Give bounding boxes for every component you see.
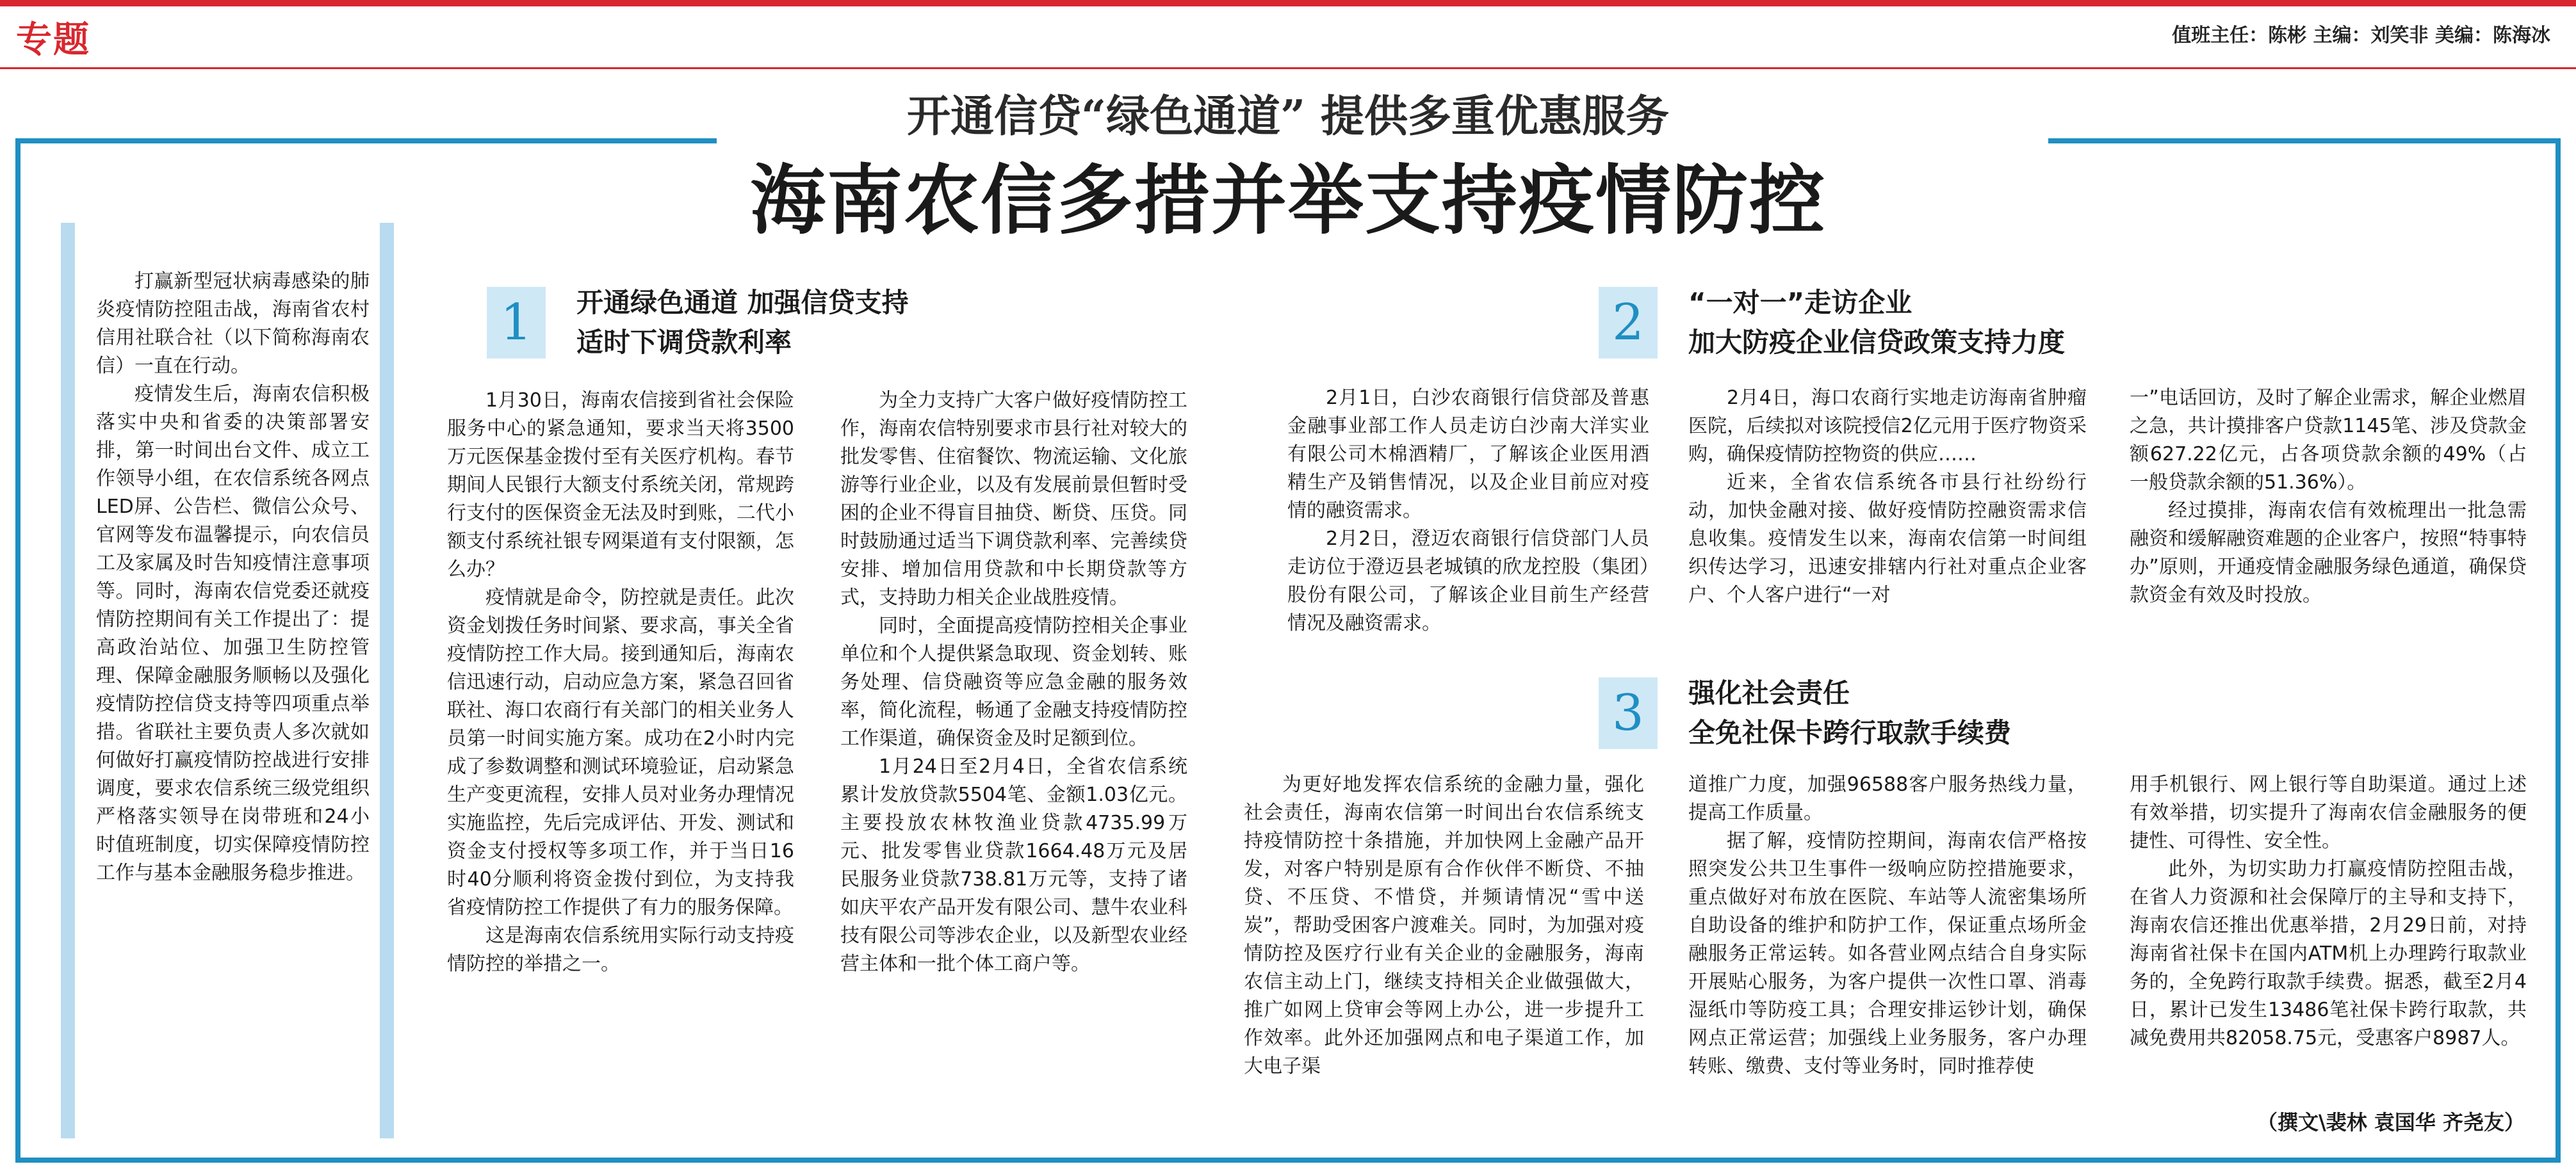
section-3-column-c	[2130, 771, 2527, 1053]
body-paragraph: 这是海南农信系统用实际行动支持疫情防控的举措之一。	[447, 925, 794, 975]
body-paragraph: 用手机银行、网上银行等自助渠道。通过上述有效举措，切实提升了海南农信金融服务的便捷性、可得性、安全性。	[2130, 773, 2527, 852]
body-paragraph: 经过摸排，海南农信有效梳理出一批急需融资和缓解融资难题的企业客户，按照“特事特办”原则，开通疫情金融服务绿色通道，确保贷款资金有效及时投放。	[2130, 499, 2527, 606]
body-paragraph: 道推广力度，加强96588客户服务热线力量，提高工作质量。	[1688, 773, 2087, 824]
section-number-3: 3	[1599, 677, 1658, 749]
section-heading-line: “一对一”走访企业	[1688, 287, 1912, 318]
section-1-column-a	[447, 387, 794, 978]
body-paragraph: 1月30日，海南农信接到省社会保险服务中心的紧急通知，要求当天将3500万元医保基金拨付至有关医疗机构。春节期间人民银行大额支付系统关闭，常规跨行支付的医保资金无法及时到账，二代小额支付系统社银专网渠道有支付限额，怎么办？	[447, 389, 794, 581]
lead-paragraph: 打赢新型冠状病毒感染的肺炎疫情防控阻击战，海南省农村信用社联合社（以下简称海南农信）一直在行动。	[96, 270, 370, 377]
section-heading-line: 加大防疫企业信贷政策支持力度	[1688, 327, 2066, 358]
header-divider	[0, 67, 2576, 69]
body-paragraph: 一”电话回访，及时了解企业需求，解企业燃眉之急，共计摸排客户贷款1145笔、涉及贷款金额627.22亿元，占各项贷款余额的49%（占一般贷款余额的51.36%）。	[2130, 387, 2527, 494]
section-heading-line: 开通绿色通道 加强信贷支持	[576, 287, 909, 318]
article-byline: （撰文\裴林 袁国华 齐尧友）	[2257, 1110, 2525, 1135]
article-subtitle: 开通信贷“绿色通道” 提供多重优惠服务	[907, 91, 1669, 142]
body-paragraph: 近来，全省农信系统各市县行社纷纷行动，加快金融对接、做好疫情防控融资需求信息收集。疫情发生以来，海南农信第一时间组织传达学习，迅速安排辖内行社对重点企业客户、个人客户进行“一对	[1688, 471, 2087, 606]
body-paragraph: 1月24日至2月4日，全省农信系统累计发放贷款5504笔、金额1.03亿元。主要投放农林牧渔业贷款4735.99万元、批发零售业贷款1664.48万元及居民服务业贷款738.81万元等，支持了诸如庆平农产品开发有限公司、慧牛农业科技有限公司等涉农企业，以及新型农业经营主体和一批个体工商户等。	[840, 755, 1187, 975]
section-2-heading	[1688, 283, 2065, 362]
body-paragraph: 疫情就是命令，防控就是责任。此次资金划拨任务时间紧、要求高，事关全省疫情防控工作大局。接到通知后，海南农信迅速行动，启动应急方案，紧急召回省联社、海口农商行有关部门的相关业务人员第一时间实施方案。成功在2小时内完成了参数调整和测试环境验证，启动紧急生产变更流程，安排人员对业务办理情况实施监控，先后完成评估、开发、测试和资金支付授权等多项工作，并于当日16时40分顺利将资金拨付到位，为支持我省疫情防控工作提供了有力的服务保障。	[447, 586, 794, 919]
article-headline: 海南农信多措并举支持疫情防控	[749, 156, 1826, 245]
body-paragraph: 2月1日，白沙农商银行信贷部及普惠金融事业部工作人员走访白沙南大洋实业有限公司木棉酒精厂，了解该企业医用酒精生产及销售情况，以及企业目前应对疫情的融资需求。	[1287, 387, 1649, 522]
section-3-heading	[1688, 674, 2011, 753]
section-number-2: 2	[1599, 287, 1658, 359]
body-paragraph: 为更好地发挥农信系统的金融力量，强化社会责任，海南农信第一时间出台农信系统支持疫情防控十条措施，并加快网上金融产品开发，对客户特别是原有合作伙伴不断贷、不抽贷、不压贷、不惜贷，并频请情况“雪中送炭”，帮助受困客户渡难关。同时，为加强对疫情防控及医疗行业有关企业的金融服务，海南农信主动上门，继续支持相关企业做强做大，推广如网上贷审会等网上办公，进一步提升工作效率。此外还加强网点和电子渠道工作，加大电子渠	[1244, 773, 1644, 1078]
lead-sidebar	[61, 223, 394, 1138]
section-heading-line: 适时下调贷款利率	[576, 327, 792, 358]
section-heading-line: 全免社保卡跨行取款手续费	[1688, 717, 2012, 748]
section-3-column-b	[1688, 771, 2087, 1081]
top-rule	[0, 0, 2576, 6]
lead-bracket-left	[61, 223, 75, 1138]
lead-paragraph: 疫情发生后，海南农信积极落实中央和省委的决策部署安排，第一时间出台文件、成立工作领导小组，在农信系统各网点LED屏、公告栏、微信公众号、官网等发布温馨提示，向农信员工及家属及时告知疫情注意事项等。同时，海南农信党委还就疫情防控期间有关工作提出了：提高政治站位、加强卫生防控管理、保障金融服务顺畅以及强化疫情防控信贷支持等四项重点举措。省联社主要负责人多次就如何做好打赢疫情防控战进行安排调度，要求农信系统三级党组织严格落实领导在岗带班和24小时值班制度，切实保障疫情防控工作与基本金融服务稳步推进。	[96, 383, 370, 884]
section-number-1: 1	[487, 287, 546, 359]
section-2-column-b	[1688, 384, 2087, 610]
body-paragraph: 2月2日，澄迈农商银行信贷部门人员走访位于澄迈县老城镇的欣龙控股（集团）股份有限公司，了解该企业目前生产经营情况及融资需求。	[1287, 528, 1649, 634]
section-heading-line: 强化社会责任	[1688, 677, 1850, 709]
body-paragraph: 据了解，疫情防控期间，海南农信严格按照突发公共卫生事件一级响应防控措施要求，重点做好对布放在医院、车站等人流密集场所自助设备的维护和防护工作，保证重点场所金融服务正常运转。如各营业网点结合自身实际开展贴心服务，为客户提供一次性口罩、消毒湿纸巾等防疫工具；合理安排运钞计划，确保网点正常运营；加强线上业务服务，客户办理转账、缴费、支付等业务时，同时推荐使	[1688, 830, 2087, 1078]
editor-credits: 值班主任：陈彬 主编：刘笑非 美编：陈海冰	[2172, 24, 2550, 47]
body-paragraph: 同时，全面提高疫情防控相关企事业单位和个人提供紧急取现、资金划转、账务处理、信贷融资等应急金融的服务效率，简化流程，畅通了金融支持疫情防控工作渠道，确保资金及时足额到位。	[840, 615, 1187, 750]
body-paragraph: 2月4日，海口农商行实地走访海南省肿瘤医院，后续拟对该院授信2亿元用于医疗物资采购，确保疫情防控物资的供应……	[1688, 387, 2087, 465]
section-2-column-a	[1287, 384, 1649, 638]
lead-bracket-right	[380, 223, 394, 1138]
section-1-heading	[576, 283, 909, 362]
section-1-column-b	[840, 387, 1187, 978]
section-label: 专题	[16, 19, 90, 61]
section-3-column-a	[1244, 771, 1644, 1081]
body-paragraph: 为全力支持广大客户做好疫情防控工作，海南农信特别要求市县行社对较大的批发零售、住宿餐饮、物流运输、文化旅游等行业企业，以及有发展前景但暂时受困的企业不得盲目抽贷、断贷、压贷。同时鼓励通过适当下调贷款利率、完善续贷安排、增加信用贷款和中长期贷款等方式，支持助力相关企业战胜疫情。	[840, 389, 1187, 609]
section-2-column-c	[2130, 384, 2527, 610]
body-paragraph: 此外，为切实助力打赢疫情防控阻击战，在省人力资源和社会保障厅的主导和支持下，海南农信还推出优惠举措，2月29日前，对持海南省社保卡在国内ATM机上办理跨行取款业务的，全免跨行取款手续费。据悉，截至2月4日，累计已发生13486笔社保卡跨行取款，共减免费用共82058.75元，受惠客户8987人。	[2130, 858, 2527, 1049]
